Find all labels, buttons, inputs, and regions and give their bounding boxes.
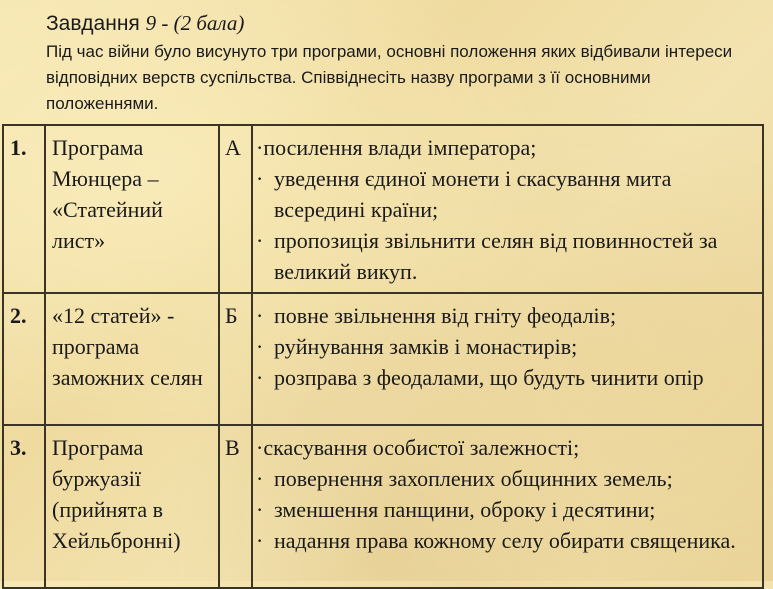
bullet-icon: ·	[256, 334, 264, 359]
row-number: 2.	[3, 293, 45, 425]
list-item	[256, 300, 758, 331]
provision-text: надання права кожному селу обирати священика.	[274, 528, 736, 553]
provision-text: зменшення панщини, оброку і десятини;	[274, 497, 656, 522]
table-row	[3, 425, 763, 588]
program-name: Програма буржуазії (прийнята в Хейльбронні)	[45, 425, 219, 588]
provision-text: посилення влади імператора;	[263, 135, 537, 160]
task-header	[46, 10, 756, 117]
list-item	[256, 494, 758, 525]
task-instructions: Під час війни було висунуто три програми, основні положення яких відбивали інтереси відповідних верств суспільства. Співвіднесіть назву програми з її основними положеннями.	[46, 42, 733, 113]
list-item	[256, 525, 758, 556]
list-item	[256, 463, 758, 494]
table-row	[3, 293, 763, 425]
list-item	[256, 225, 758, 287]
program-provisions	[252, 125, 763, 293]
list-item	[256, 362, 758, 393]
answer-letter: Б	[219, 293, 252, 425]
program-provisions	[252, 293, 763, 425]
provision-text: розправа з феодалами, що будуть чинити опір	[274, 365, 704, 390]
bullet-icon: ·	[256, 303, 264, 328]
bullet-icon: ·	[256, 435, 264, 460]
bullet-icon: ·	[256, 528, 264, 553]
bullet-icon: ·	[256, 166, 264, 191]
bullet-icon: ·	[256, 365, 264, 390]
provision-text: уведення єдиної монети і скасування мита всередині країни;	[274, 166, 672, 222]
program-name: «12 статей» - програма заможних селян	[45, 293, 219, 425]
task-title	[46, 10, 756, 37]
task-title-prefix: Завдання	[46, 12, 146, 35]
bullet-icon: ·	[256, 135, 264, 160]
provision-text: повернення захоплених общинних земель;	[274, 466, 673, 491]
matching-table	[2, 124, 764, 589]
answer-letter: А	[219, 125, 252, 293]
bullet-icon: ·	[256, 497, 264, 522]
program-provisions	[252, 425, 763, 588]
list-item	[256, 432, 758, 463]
provision-text: пропозиція звільнити селян від повинностей за великий викуп.	[274, 228, 718, 284]
answer-letter: В	[219, 425, 252, 588]
task-title-points: 9 - (2 бала)	[145, 11, 245, 35]
list-item	[256, 163, 758, 225]
bullet-icon: ·	[256, 228, 264, 253]
provision-text: повне звільнення від гніту феодалів;	[274, 303, 617, 328]
table-row	[3, 125, 763, 293]
list-item	[256, 132, 758, 163]
row-number: 1.	[3, 125, 45, 293]
provision-text: скасування особистої залежності;	[263, 435, 580, 460]
list-item	[256, 331, 758, 362]
bullet-icon: ·	[256, 466, 264, 491]
row-number: 3.	[3, 425, 45, 588]
program-name: Програма Мюнцера – «Статейний лист»	[45, 125, 219, 293]
provision-text: руйнування замків і монастирів;	[274, 334, 578, 359]
